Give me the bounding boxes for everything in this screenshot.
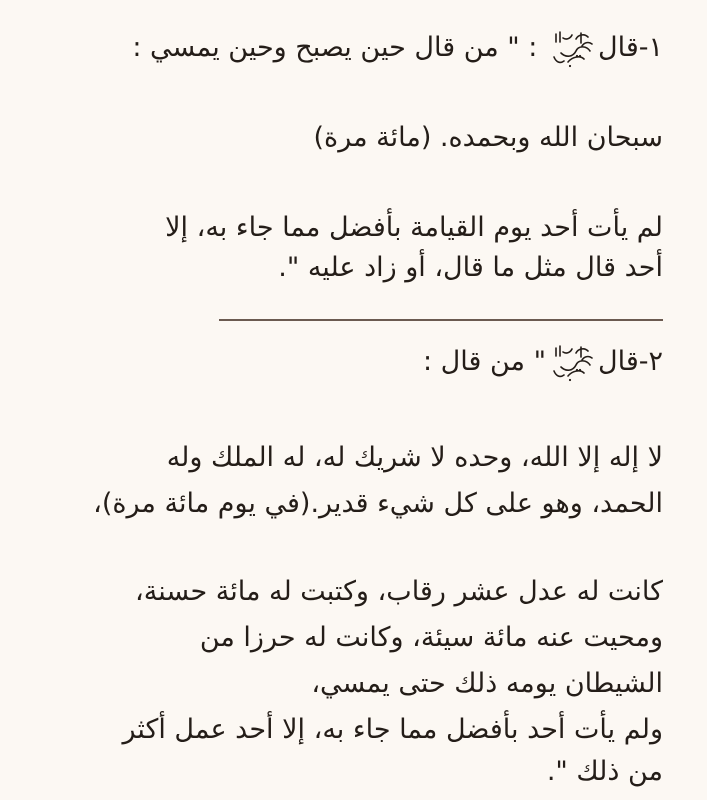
hadith-1-virtue-line-2: أحد قال مثل ما قال، أو زاد عليه ". [278, 252, 663, 283]
hadith-1-intro [22, 28, 663, 69]
hadith-2-dhikr-line-2: الحمد، وهو على كل شيء قدير.(في يوم مائة مرة)، [93, 488, 663, 519]
hadith-2-virtue-line-3: الشيطان يومه ذلك حتى يمسي، [311, 668, 663, 699]
section-divider [219, 319, 663, 321]
hadith-2-intro-prefix: ٢-قال [597, 346, 663, 377]
hadith-1-dhikr: سبحان الله وبحمده. (مائة مرة) [313, 122, 663, 153]
hadith-2-virtue-line-5: من ذلك ". [546, 756, 663, 787]
hadith-2-virtue-line-2: ومحيت عنه مائة سيئة، وكانت له حرزا من [199, 622, 663, 653]
hadith-2-dhikr-line-1: لا إله إلا الله، وحده لا شريك له، له الملك وله [166, 442, 663, 473]
salawat-honorific-icon [548, 343, 596, 383]
hadith-1-intro-text: : " من قال حين يصبح وحين يمسي : [132, 32, 546, 63]
hadith-1-virtue-line-1: لم يأت أحد يوم القيامة بأفضل مما جاء به، إلا [165, 212, 663, 243]
hadith-2-intro [22, 342, 663, 383]
hadith-2-virtue-line-4: ولم يأت أحد بأفضل مما جاء به، إلا أحد عمل أكثر [122, 714, 663, 745]
salawat-honorific-icon [548, 29, 596, 69]
hadith-2-virtue-line-1: كانت له عدل عشر رقاب، وكتبت له مائة حسنة، [135, 576, 663, 607]
hadith-1-intro-prefix: ١-قال [597, 32, 663, 63]
hadith-2-intro-text: " من قال : [422, 346, 546, 377]
